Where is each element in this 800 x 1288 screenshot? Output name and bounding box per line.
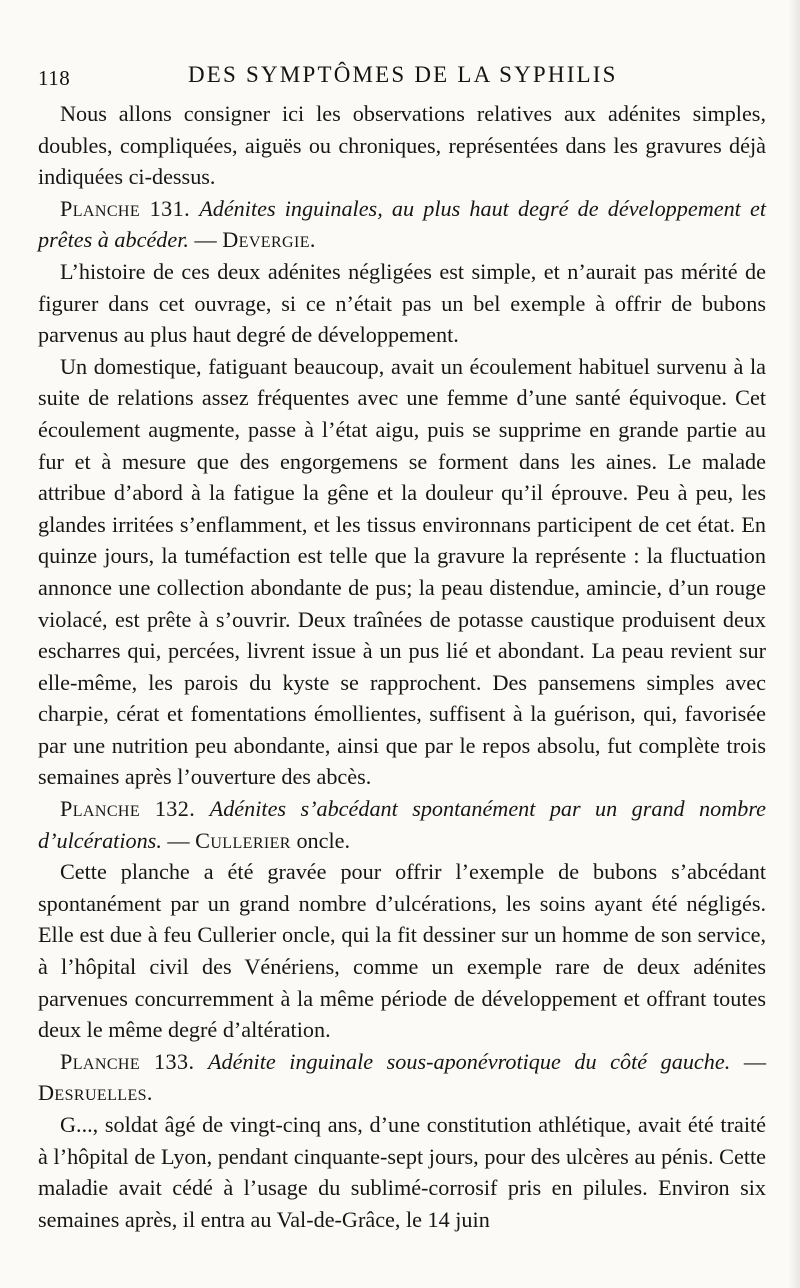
plate-131-label: Planche 131. xyxy=(60,195,191,221)
plate-133-author: Desruelles. xyxy=(38,1080,153,1106)
plate-132-title: Adénites s’abcédant spontanément par un grand nombre d’ulcérations. xyxy=(38,796,767,853)
page-header xyxy=(38,58,766,92)
plate-133-title: Adénite inguinale sous-aponévrotique du côté gauche. xyxy=(207,1048,731,1074)
plate-131-heading xyxy=(38,193,766,256)
page-edge-shadow xyxy=(788,0,800,1288)
plate-133-heading xyxy=(38,1046,766,1109)
plate-132-heading xyxy=(38,793,766,856)
plate-131-author: Devergie. xyxy=(222,227,316,253)
plate-133-label: Planche 133. xyxy=(60,1048,195,1074)
plate-132-paragraph: Cette planche a été gravée pour offrir l’exemple de bubons s’abcédant spontanément par un grand nombre d’ulcérations, les soins ayant été négligés. Elle est due à feu Cullerier oncle, qui la fit dessiner sur un homme de son service, à l’hôpital civil des Vénériens, comme un exemple rare de deux adénites parvenues concurremment à la même période de développement et offrant toutes deux le même degré d’altération. xyxy=(38,859,766,1043)
plate-132-author: Cullerier xyxy=(195,827,291,853)
plate-133-paragraph: G..., soldat âgé de vingt-cinq ans, d’une constitution athlétique, avait été traité à l’hôpital de Lyon, pendant cinquante-sept jours, pour des ulcères au pénis. Cette maladie avait cédé à l’usage du sublimé-corrosif pris en pilules. Environ six semaines après, il entra au Val-de-Grâce, le 14 juin xyxy=(38,1112,766,1232)
plate-132-label: Planche 132. xyxy=(60,796,196,822)
plate-132-author-suffix: oncle. xyxy=(290,827,351,853)
plate-131-paragraph-1: L’histoire de ces deux adénites négligées est simple, et n’aurait pas mérité de figurer dans cet ouvrage, si ce n’était pas un bel exemple à offrir de bubons parvenus au plus haut degré de développement. xyxy=(38,258,766,348)
intro-paragraph: Nous allons consigner ici les observations relatives aux adénites simples, doubles, compliquées, aiguës ou chroniques, représentées dans les gravures déjà indiquées ci-dessus. xyxy=(38,101,766,190)
running-head-title: DES SYMPTÔMES DE LA SYPHILIS xyxy=(188,62,618,87)
plate-131-dash: — xyxy=(188,227,223,253)
plate-132-dash: — xyxy=(161,827,196,853)
plate-131-title: Adénites inguinales, au plus haut degré de développement et prêtes à abcéder. xyxy=(38,195,767,253)
page-body xyxy=(38,98,766,1235)
plate-133-dash: — xyxy=(730,1048,767,1074)
plate-131-paragraph-2: Un domestique, fatiguant beaucoup, avait un écoulement habituel survenu à la suite de relations assez fréquentes avec une femme d’une santé équivoque. Cet écoulement augmente, passe à l’état aigu, puis se supprime en grande partie au fur et à mesure que des engorgemens se forment dans les aines. Le malade attribue d’abord à la fatigue la gêne et la douleur qu’il éprouve. Peu à peu, les glandes irritées s’enflamment, et les tissus environnans participent de cet état. En quinze jours, la tuméfaction est telle que la gravure la représente : la fluctuation annonce une collection abondante de pus; la peau distendue, amincie, d’un rouge violacé, est prête à s’ouvrir. Deux traînées de potasse caustique produisent deux escharres qui, percées, livrent issue à un pus lié et abondant. La peau revient sur elle-même, les parois du kyste se rapprochent. Des pansemens simples avec charpie, cérat et fomentations émollientes, suffisent à la guérison, qui, favorisée par une nutrition peu abondante, ainsi que par le repos absolu, fut complète trois semaines après l’ouverture des abcès. xyxy=(38,353,766,790)
page-number: 118 xyxy=(38,66,71,90)
